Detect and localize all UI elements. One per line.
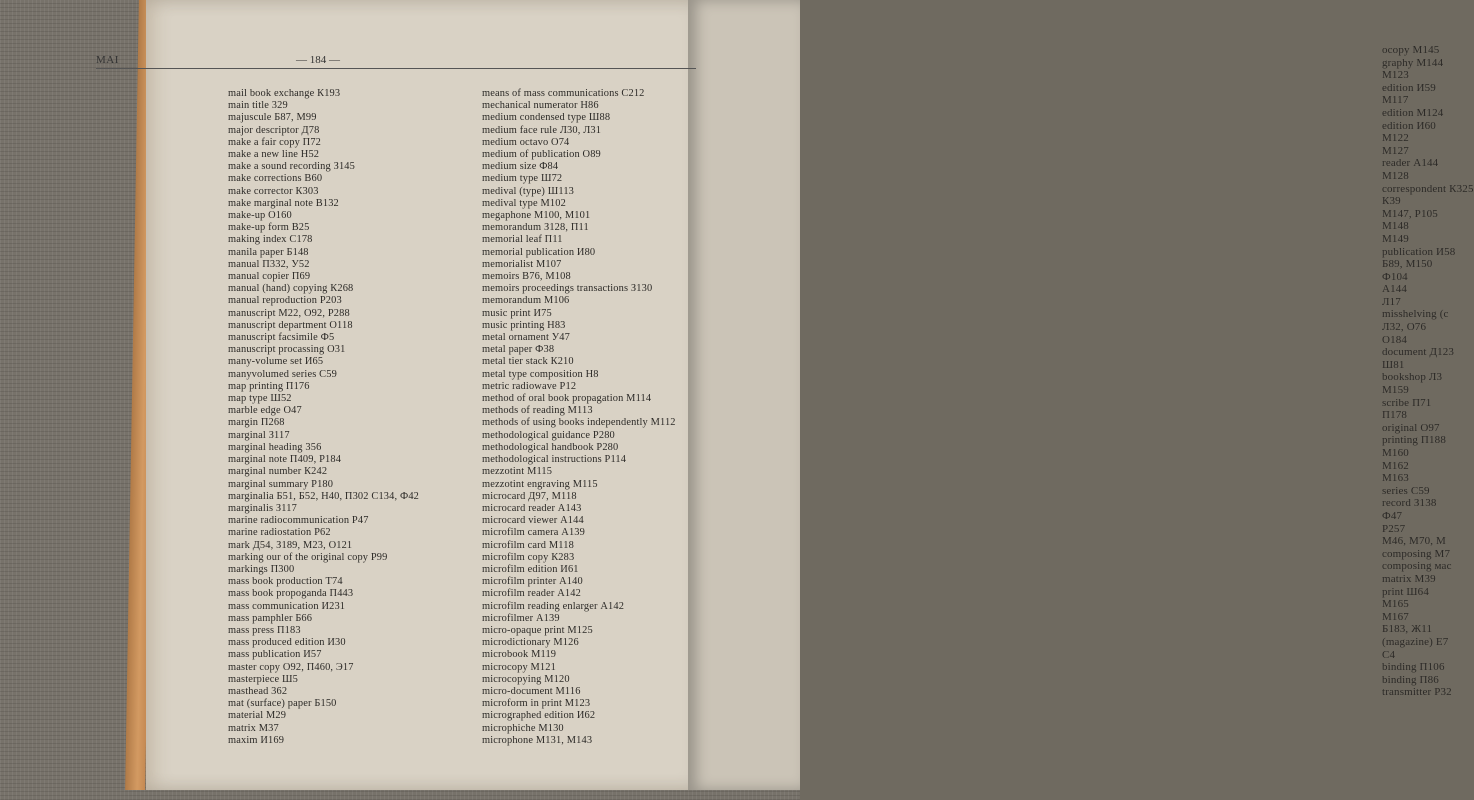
index-entry: mass publication И57 [228,649,322,661]
index-entry: microcard Д97, М118 [482,490,577,502]
index-entry: mass book propoganda П443 [228,588,354,600]
index-entry: medium of publication О89 [482,149,601,161]
index-entry: memorandum М106 [482,295,570,307]
index-entry: medium octavo О74 [482,136,570,148]
index-entry: making index С178 [228,234,313,246]
index-entry: marking our of the original copy Р99 [228,551,388,563]
index-entry: marginalis З117 [228,502,297,514]
index-entry: М122 [1382,132,1409,145]
index-entry: М117 [1382,94,1409,107]
index-entry: М149 [1382,232,1409,245]
index-entry: С4 [1382,648,1396,661]
index-entry: microfilm printer А140 [482,576,583,588]
index-entry: М162 [1382,459,1409,472]
index-entry: mark Д54, З189, М23, О121 [228,539,353,551]
index-entry: М123 [1382,69,1409,82]
index-entry: mat (surface) paper Б150 [228,698,337,710]
index-entry: misshelving (с [1382,308,1449,321]
index-entry: mezzotint М115 [482,466,553,478]
index-entry: music printing Н83 [482,319,566,331]
index-entry: manual reproduction Р203 [228,295,342,307]
index-entry: major descriptor Д78 [228,124,320,136]
index-entry: correspondent К325 [1382,182,1474,195]
index-entry: microcopying М120 [482,673,570,685]
index-entry: marginal note П409, Р184 [228,454,342,466]
index-entry: medium condensed type Ш88 [482,112,611,124]
index-entry: methods of reading М113 [482,405,593,417]
index-entry: microfilmer А139 [482,612,560,624]
index-entry: markings П300 [228,563,295,575]
index-entry: memoirs В76, М108 [482,271,571,283]
index-entry: medival (type) Ш113 [482,185,575,197]
index-entry: marginal summary Р180 [228,478,334,490]
index-entry: methodological guidance Р280 [482,429,615,441]
next-page-partial [688,0,1474,790]
index-entry: microfilm card М118 [482,539,574,551]
index-entry: mail book exchange К193 [228,88,341,99]
index-entry: method of oral book propagation М114 [482,393,652,405]
index-entry: make marginal note В132 [228,197,339,209]
index-entry: manyvolumed series С59 [228,368,337,380]
index-entry: microfilm copy К283 [482,551,575,563]
index-entry: maxim И169 [228,734,285,746]
index-entry: metal tier stack К210 [482,356,574,368]
index-entry: ocopy М145 [1382,44,1440,56]
index-entry: М160 [1382,447,1409,459]
index-entry: master copy О92, П460, Э17 [228,661,354,673]
running-head-label: MAI [96,54,119,66]
header-rule [96,68,696,69]
index-entry: memorialist М107 [482,258,562,270]
index-entry: binding П86 [1382,673,1439,686]
index-entry: К39 [1382,195,1401,208]
index-entry: make corrector К303 [228,185,319,197]
index-entry: М46, М70, М [1382,535,1446,548]
index-entry: reader А144 [1382,157,1439,170]
index-entry: М165 [1382,598,1409,611]
index-entry: memorial leaf П11 [482,234,563,246]
index-entry: masthead 362 [228,685,288,697]
index-entry: medium size Ф84 [482,161,559,173]
index-entry: edition И60 [1382,119,1436,132]
index-entry: memorandum З128, П11 [482,222,589,234]
index-entry: metal ornament У47 [482,332,570,344]
index-entry: microphiche М130 [482,722,564,734]
index-entry: manuscript facsimile Ф5 [228,332,335,344]
index-entry: majuscule Б87, М99 [228,112,317,124]
index-entry: manual (hand) copying К268 [228,283,354,295]
index-entry: micro-opaque print М125 [482,624,593,636]
index-entry: matrix М37 [228,722,279,734]
index-entry: marble edge О47 [228,405,302,417]
index-entry: memoirs proceedings transactions З130 [482,283,653,295]
index-entry: marine radiocommunication Р47 [228,515,369,527]
index-entry: marginalia Б51, Б52, Н40, П302 С134, Ф42 [228,490,420,502]
index-entry: binding П106 [1382,661,1445,674]
index-entry: publication И58 [1382,245,1456,258]
index-entry: memorial publication И80 [482,246,596,258]
index-entry: make a sound recording З145 [228,161,355,173]
index-entry: transmitter Р32 [1382,686,1452,699]
index-entry: Б183, Ж11 [1382,623,1433,636]
index-entry: П178 [1382,409,1408,422]
running-head [96,54,676,72]
index-entry: composing М7 [1382,547,1451,560]
index-entry: bookshop Л3 [1382,371,1443,384]
index-entry: record З138 [1382,497,1437,510]
index-entry: marginal heading 356 [228,441,322,453]
index-entry: manuscript department О118 [228,319,353,331]
index-entry: methodological handbook Р280 [482,441,619,453]
index-entry: М163 [1382,472,1409,485]
index-entry: medival type М102 [482,197,566,209]
index-entry: М159 [1382,384,1409,397]
left-entry-column [228,88,419,747]
index-entry: microcard reader А143 [482,502,582,514]
index-entry: matrix М39 [1382,572,1436,585]
index-entry: microbook М119 [482,649,557,661]
index-entry: means of mass communications С212 [482,88,645,99]
index-entry: graphy М144 [1382,56,1444,69]
index-entry: medium type Ш72 [482,173,563,185]
index-entry: many-volume set И65 [228,356,324,368]
index-entry: М128 [1382,169,1409,182]
index-entry: microfilm reader А142 [482,588,581,600]
index-entry: А144 [1382,283,1408,296]
index-entry: mass produced edition И30 [228,637,346,649]
index-entry: microform in print М123 [482,698,591,710]
index-entry: map printing П176 [228,380,310,392]
index-entry: mezzotint engraving М115 [482,478,598,490]
index-entry: document Д123 [1382,346,1455,359]
index-entry: М127 [1382,144,1409,157]
index-entry: megaphone М100, М101 [482,210,591,222]
index-entry: marginal З117 [228,429,290,441]
index-entry: mass communication И231 [228,600,346,612]
index-entry: main title 329 [228,100,288,112]
index-entry: make a fair copy П72 [228,136,322,148]
next-page-column [1382,44,1474,699]
index-entry: microfilm camera А139 [482,527,585,539]
index-entry: metal paper Ф38 [482,344,555,356]
index-entry: microfilm edition И61 [482,563,579,575]
index-entry: manila paper Б148 [228,246,309,258]
index-entry: music print И75 [482,307,552,319]
index-entry: mass pamphler Б66 [228,612,313,624]
index-entry: make-up О160 [228,210,292,222]
index-entry: marine radiostation Р62 [228,527,331,539]
index-entry: methodological instructions Р114 [482,454,627,466]
index-entry: medium face rule Л30, Л31 [482,124,602,136]
index-entry: micrographed edition И62 [482,710,596,722]
index-entry: composing мас [1382,560,1452,573]
index-entry: marginal number К242 [228,466,328,478]
index-entry: scribe П71 [1382,396,1432,409]
index-entry: microcopy М121 [482,661,556,673]
index-entry: Ф104 [1382,270,1408,283]
index-entry: print Ш64 [1382,585,1429,598]
page-number: — 184 — [296,54,340,66]
index-entry: methods of using books independently М112 [482,417,676,429]
index-entry: original О97 [1382,421,1440,434]
index-entry: masterpiece Ш5 [228,673,298,685]
index-entry: metal type composition Н8 [482,368,599,380]
index-entry: microcard viewer А144 [482,515,584,527]
index-entry: Р257 [1382,522,1406,535]
index-entry: Л32, О76 [1382,321,1427,334]
index-entry: make a new line Н52 [228,149,320,161]
index-entry: margin П268 [228,417,285,429]
index-entry: micro-document М116 [482,685,581,697]
right-entry-column [482,88,676,747]
index-entry: microdictionary М126 [482,637,579,649]
index-entry: edition М124 [1382,106,1444,119]
index-entry: Ш81 [1382,358,1405,371]
index-entry: map type Ш52 [228,393,292,405]
index-entry: microphone М131, М143 [482,734,593,746]
index-entry: manuscript procassing О31 [228,344,346,356]
index-entry: manual copier П69 [228,271,311,283]
index-entry: Б89, М150 [1382,258,1433,271]
index-entry: metric radiowave Р12 [482,380,577,392]
index-entry: mass book production Т74 [228,576,343,588]
index-entry: О184 [1382,333,1408,346]
index-entry: М167 [1382,610,1409,623]
index-entry: material М29 [228,710,287,722]
index-entry: Ф47 [1382,509,1403,522]
index-entry: М148 [1382,220,1409,233]
index-entry: printing П188 [1382,434,1446,447]
index-entry: manuscript М22, О92, Р288 [228,307,350,319]
index-entry: manual П332, У52 [228,258,310,270]
index-entry: М147, Р105 [1382,207,1438,220]
index-entry: (magazine) Е7 [1382,635,1449,648]
index-entry: series С59 [1382,484,1430,497]
index-entry: Л17 [1382,295,1401,308]
index-entry: mass press П183 [228,624,301,636]
index-entry: mechanical numerator Н86 [482,100,599,112]
index-entry: make-up form В25 [228,222,310,234]
index-entry: make corrections В60 [228,173,323,185]
index-entry: microfilm reading enlarger А142 [482,600,625,612]
index-entry: edition И59 [1382,81,1436,94]
